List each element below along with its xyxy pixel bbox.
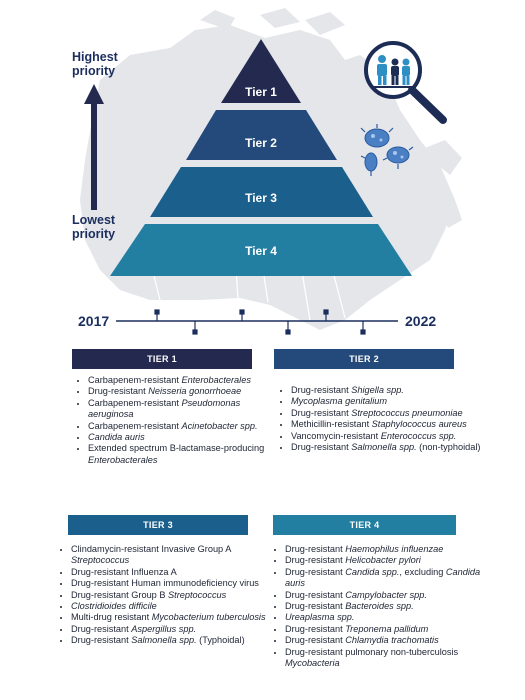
list-item: • Drug-resistant Chlamydia trachomatis <box>285 635 490 646</box>
list-item: • Methicillin-resistant Staphylococcus aureus <box>291 419 486 430</box>
tier-4-header: TIER 4 <box>273 515 456 535</box>
tier-3-header: TIER 3 <box>68 515 248 535</box>
list-item: • Carbapenem-resistant Enterobacterales <box>88 375 283 386</box>
timeline-start-year: 2017 <box>78 313 110 329</box>
tier-1-list <box>75 375 283 466</box>
lowest-priority-label: Lowest priority <box>72 213 116 241</box>
pyramid-tier-3-label: Tier 3 <box>245 191 277 205</box>
list-item: • Drug-resistant Treponema pallidum <box>285 624 490 635</box>
pyramid-tier-1-label: Tier 1 <box>245 85 277 99</box>
list-item: • Drug-resistant Shigella spp. <box>291 385 486 396</box>
timeline-end-year: 2022 <box>405 313 437 329</box>
tier-2-list <box>278 385 486 453</box>
list-item: • Drug-resistant Streptococcus pneumoniae <box>291 408 486 419</box>
list-item: • Mycoplasma genitalium <box>291 396 486 407</box>
pyramid-tier-4-label: Tier 4 <box>245 244 277 258</box>
list-item: • Drug-resistant Salmonella spp. (Typhoidal) <box>71 635 276 646</box>
highest-priority-label: Highest priority <box>72 50 118 78</box>
magnifier-people-icon <box>355 40 455 130</box>
list-item: • Drug-resistant Aspergillus spp. <box>71 624 276 635</box>
list-item: • Carbapenem-resistant Acinetobacter spp. <box>88 421 283 432</box>
list-item: • Drug-resistant Human immunodeficiency virus <box>71 578 276 589</box>
list-item: • Drug-resistant Neisseria gonorrhoeae <box>88 386 283 397</box>
list-item: • Drug-resistant Campylobacter spp. <box>285 590 490 601</box>
tier-1-header: TIER 1 <box>72 349 252 369</box>
list-item: • Drug-resistant pulmonary non-tuberculosis Mycobacteria <box>285 647 490 670</box>
tier-3-list <box>58 544 276 647</box>
list-item: • Drug-resistant Helicobacter pylori <box>285 555 490 566</box>
tier-4-list <box>272 544 490 669</box>
list-item: • Drug-resistant Salmonella spp. (non-typhoidal) <box>291 442 486 453</box>
list-item: • Drug-resistant Bacteroides spp. <box>285 601 490 612</box>
list-item: • Drug-resistant Group B Streptococcus <box>71 590 276 601</box>
bacteria-icon <box>355 120 415 180</box>
list-item: • Candida auris <box>88 432 283 443</box>
list-item: • Extended spectrum B-lactamase-producing Enterobacterales <box>88 443 283 466</box>
list-item: • Carbapenem-resistant Pseudomonas aeruginosa <box>88 398 283 421</box>
list-item: • Drug-resistant Influenza A <box>71 567 276 578</box>
list-item: • Clindamycin-resistant Invasive Group A Streptococcus <box>71 544 276 567</box>
pyramid-tier-2 <box>186 110 337 160</box>
timeline-axis <box>0 300 525 340</box>
list-item: • Ureaplasma spp. <box>285 612 490 623</box>
list-item: • Multi-drug resistant Mycobacterium tuberculosis <box>71 612 276 623</box>
tier-2-header: TIER 2 <box>274 349 454 369</box>
list-item: • Drug-resistant Candida spp., excluding Candida auris <box>285 567 490 590</box>
list-item: • Drug-resistant Haemophilus influenzae <box>285 544 490 555</box>
list-item: • Clostridioides difficile <box>71 601 276 612</box>
pyramid-tier-2-label: Tier 2 <box>245 136 277 150</box>
list-item: • Vancomycin-resistant Enterococcus spp. <box>291 431 486 442</box>
